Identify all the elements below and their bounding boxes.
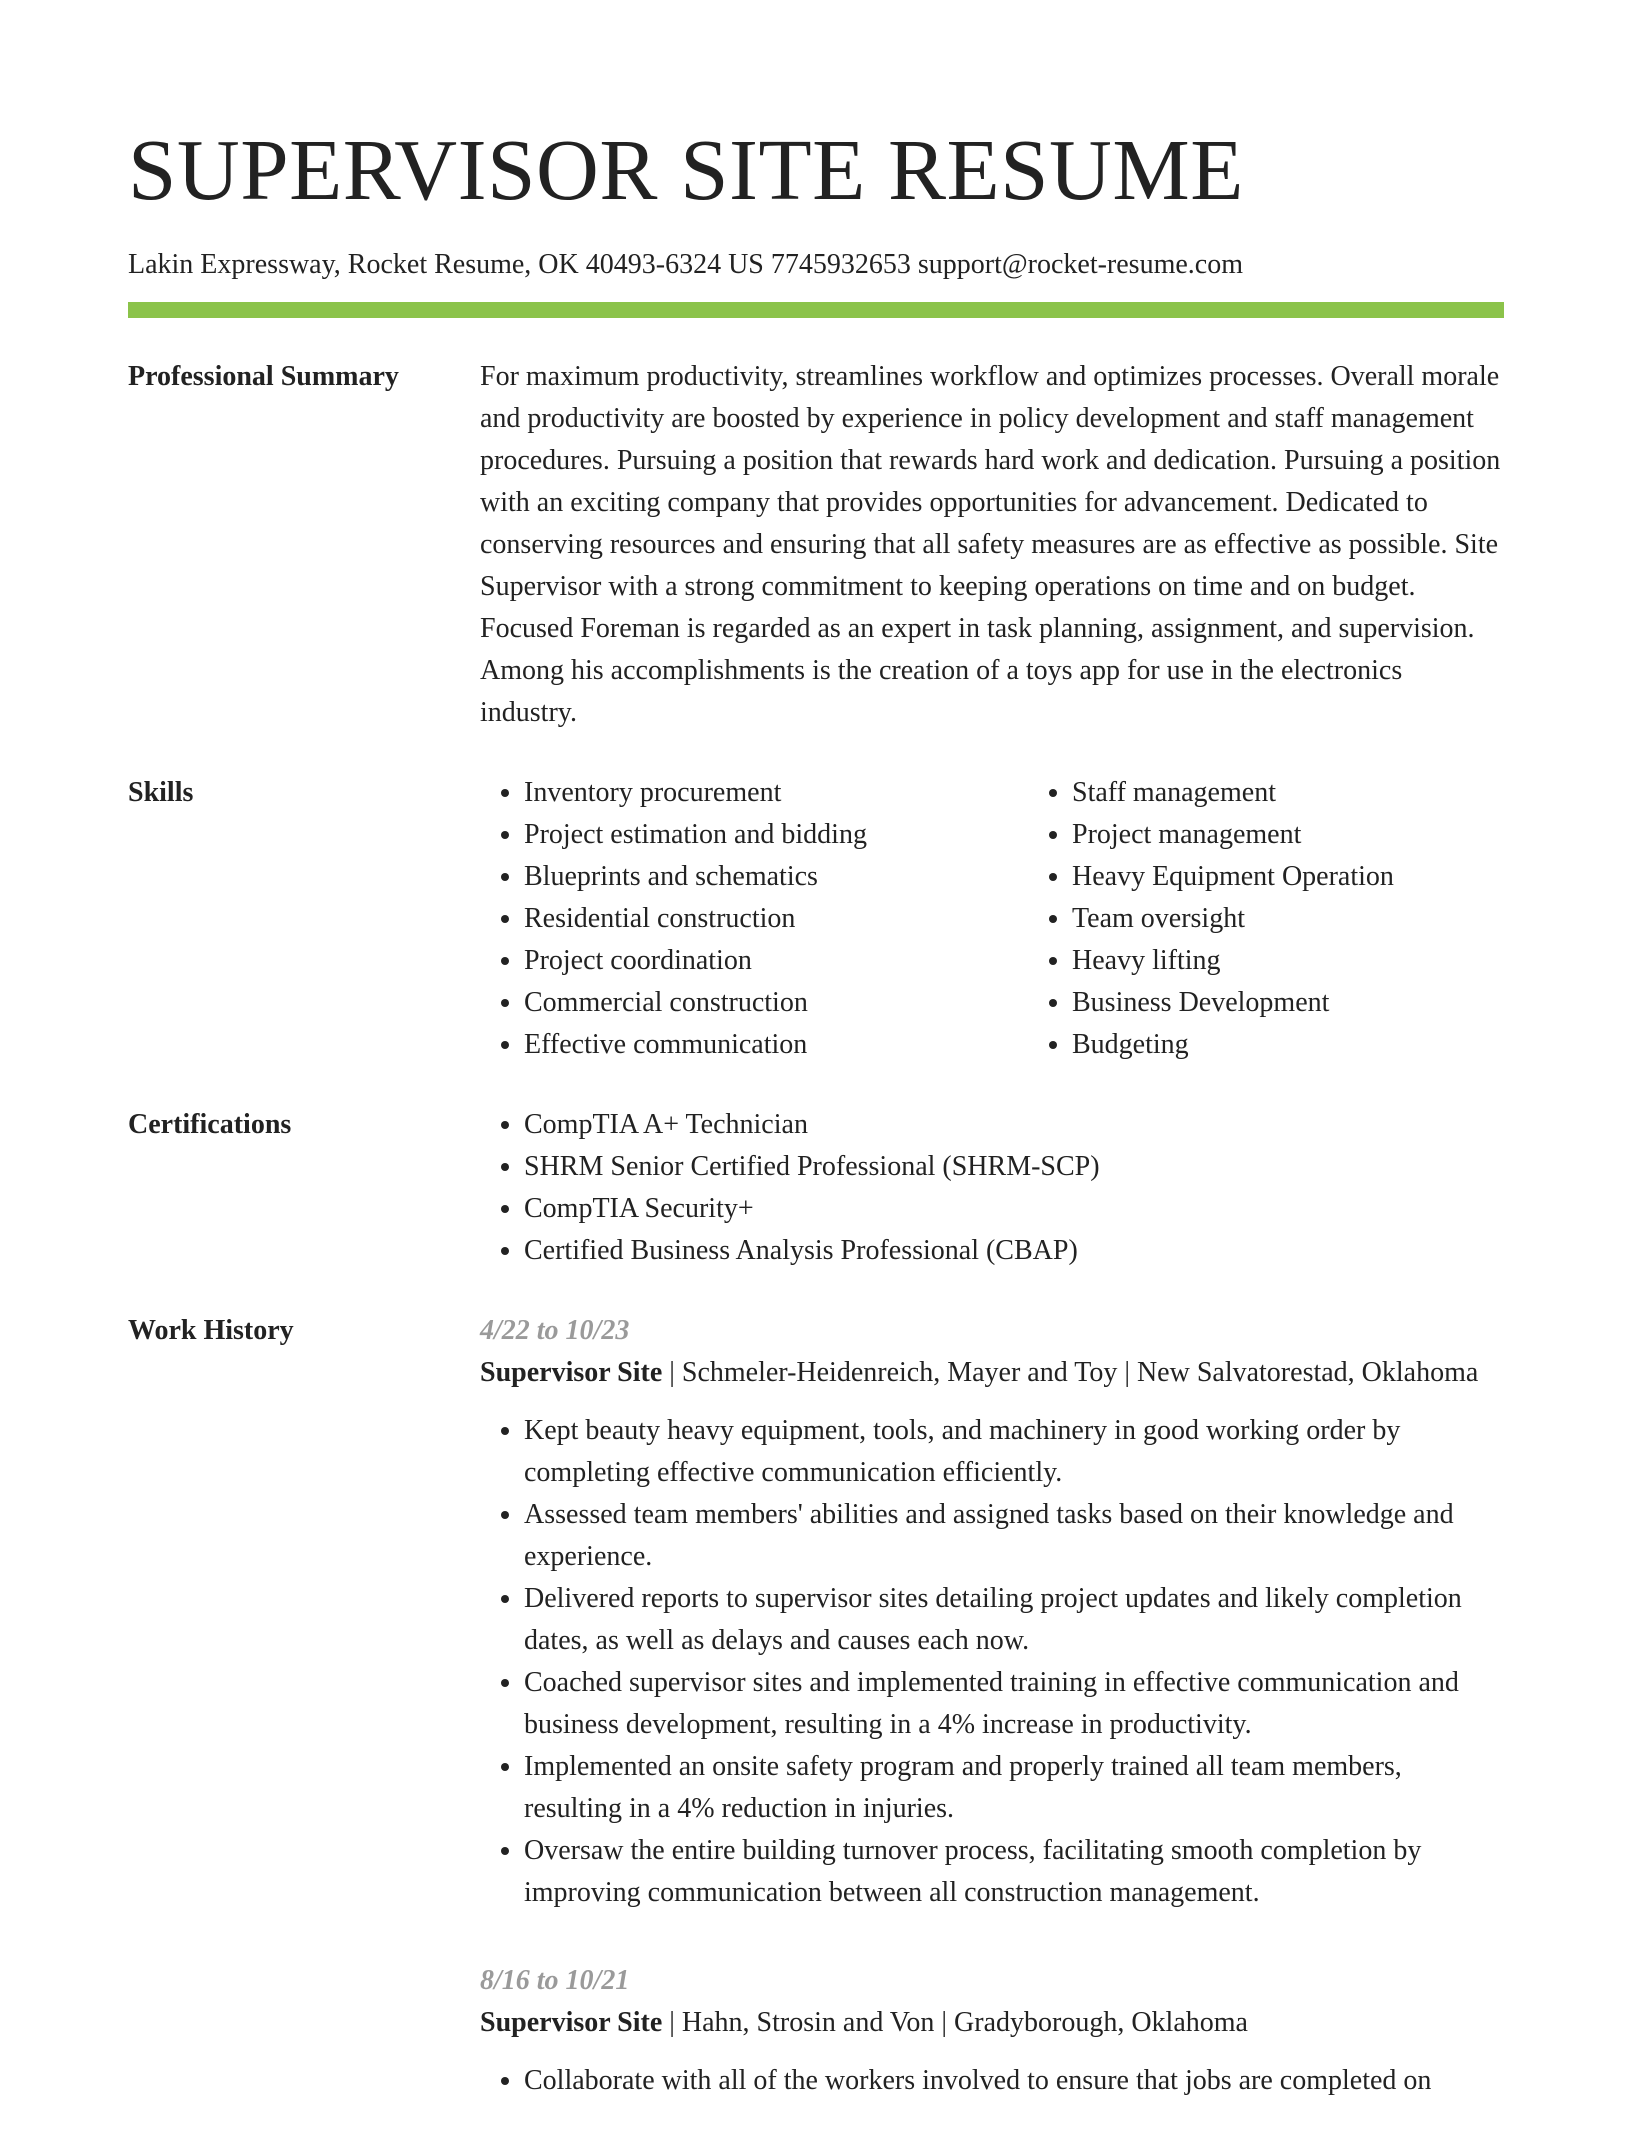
- certifications-list: [480, 1104, 1504, 1272]
- resume-page: [128, 120, 1504, 2148]
- job-role: Supervisor Site: [480, 2007, 663, 2038]
- contact-line: Lakin Expressway, Rocket Resume, OK 40493-6324 US 7745932653 support@rocket-resume.com: [128, 249, 1243, 280]
- job-entry: [480, 1310, 1504, 1914]
- certifications-section: [128, 1104, 1504, 1272]
- skill-item: • Project management: [1072, 814, 1394, 856]
- skill-item: • Heavy lifting: [1072, 940, 1394, 982]
- job-entry: [480, 1960, 1504, 2102]
- skill-item: • Inventory procurement: [524, 772, 1028, 814]
- certification-item: • CompTIA Security+: [524, 1188, 1504, 1230]
- job-role: Supervisor Site: [480, 1357, 663, 1388]
- certification-item: • CompTIA A+ Technician: [524, 1104, 1504, 1146]
- job-heading: [480, 1352, 1504, 1394]
- job-dates: 4/22 to 10/23: [480, 1315, 630, 1346]
- skill-item: • Project estimation and bidding: [524, 814, 1028, 856]
- job-bullet: • Coached supervisor sites and implemented training in effective communication and business development, resulting in a 4% increase in productivity.: [524, 1662, 1504, 1746]
- professional-summary-section: [128, 356, 1504, 734]
- section-label: Work History: [128, 1315, 294, 1346]
- skill-item: • Project coordination: [524, 940, 1028, 982]
- job-employer-location: | Schmeler-Heidenreich, Mayer and Toy | New Salvatorestad, Oklahoma: [662, 1357, 1479, 1388]
- job-bullets: [480, 2060, 1504, 2102]
- accent-rule: [128, 302, 1504, 318]
- job-bullet: • Delivered reports to supervisor sites detailing project updates and likely completion dates, as well as delays and causes each now.: [524, 1578, 1504, 1662]
- job-dates: 8/16 to 10/21: [480, 1965, 630, 1996]
- skill-item: • Staff management: [1072, 772, 1394, 814]
- job-bullet: • Kept beauty heavy equipment, tools, and machinery in good working order by completing effective communication efficiently.: [524, 1410, 1504, 1494]
- skill-item: • Team oversight: [1072, 898, 1394, 940]
- certification-item: • Certified Business Analysis Professional (CBAP): [524, 1230, 1504, 1272]
- section-label: Skills: [128, 777, 194, 808]
- job-bullet: • Oversaw the entire building turnover process, facilitating smooth completion by improving communication between all construction management.: [524, 1830, 1504, 1914]
- skill-item: • Blueprints and schematics: [524, 856, 1028, 898]
- certification-item: • SHRM Senior Certified Professional (SHRM-SCP): [524, 1146, 1504, 1188]
- skills-section: [128, 772, 1504, 1066]
- job-heading: [480, 2002, 1504, 2044]
- job-bullet: • Collaborate with all of the workers involved to ensure that jobs are completed on: [524, 2060, 1504, 2102]
- skill-item: • Heavy Equipment Operation: [1072, 856, 1394, 898]
- page-title: SUPERVISOR SITE RESUME: [128, 121, 1244, 218]
- skill-item: • Effective communication: [524, 1024, 1028, 1066]
- skill-item: • Business Development: [1072, 982, 1394, 1024]
- job-bullet: • Implemented an onsite safety program and properly trained all team members, resulting in a 4% reduction in injuries.: [524, 1746, 1504, 1830]
- section-label: Certifications: [128, 1109, 292, 1140]
- skill-item: • Residential construction: [524, 898, 1028, 940]
- job-bullet: • Assessed team members' abilities and assigned tasks based on their knowledge and experience.: [524, 1494, 1504, 1578]
- work-history-section: [128, 1310, 1504, 2148]
- skills-list-left: [480, 772, 1028, 1066]
- skill-item: • Budgeting: [1072, 1024, 1394, 1066]
- skills-list-right: [1028, 772, 1394, 1066]
- skill-item: • Commercial construction: [524, 982, 1028, 1024]
- summary-text: For maximum productivity, streamlines workflow and optimizes processes. Overall morale and productivity are boosted by experience in policy development and staff management procedures. Pursuing a position that rewards hard work and dedication. Pursuing a position with an exciting company that provides opportunities for advancement. Dedicated to conserving resources and ensuring that all safety measures are as effective as possible. Site Supervisor with a strong commitment to keeping operations on time and on budget. Focused Foreman is regarded as an expert in task planning, assignment, and supervision. Among his accomplishments is the creation of a toys app for use in the electronics industry.: [480, 361, 1501, 728]
- job-employer-location: | Hahn, Strosin and Von | Gradyborough, Oklahoma: [662, 2007, 1248, 2038]
- section-label: Professional Summary: [128, 361, 399, 392]
- job-bullets: [480, 1410, 1504, 1914]
